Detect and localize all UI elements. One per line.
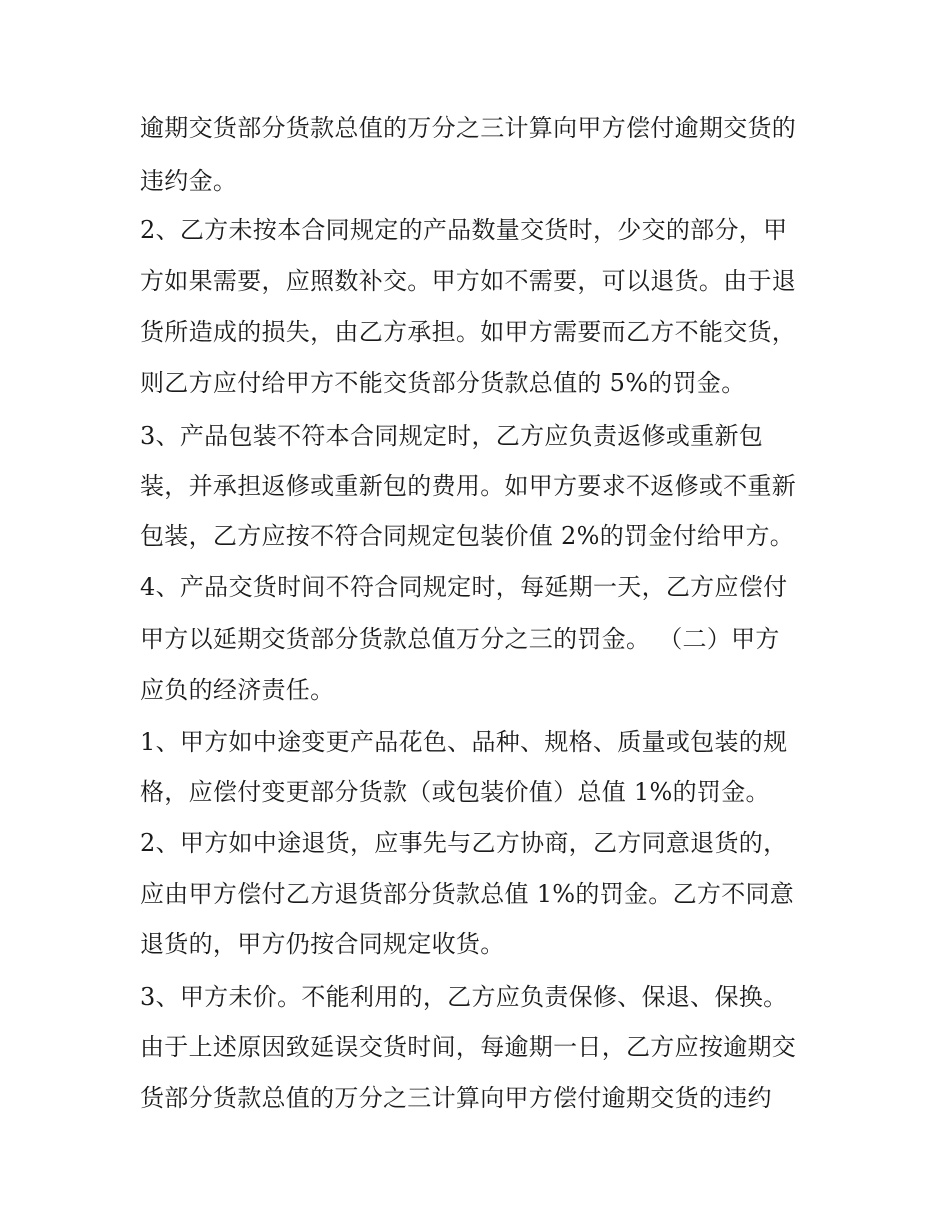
text-line: 应负的经济责任。: [140, 676, 335, 704]
text-line: 3、产品包装不符本合同规定时，乙方应负责返修或重新包: [140, 422, 764, 450]
text-line: 3、甲方未价。不能利用的，乙方应负责保修、保退、保换。: [140, 983, 788, 1011]
text-line: 货部分货款总值的万分之三计算向甲方偿付逾期交货的违约: [140, 1084, 772, 1112]
text-line: 4、产品交货时间不符合同规定时，每延期一天，乙方应偿付: [140, 573, 788, 601]
text-line: 由于上述原因致延误交货时间，每逾期一日，乙方应按逾期交: [140, 1033, 797, 1061]
text-line: 2、乙方未按本合同规定的产品数量交货时，少交的部分，甲: [140, 216, 788, 244]
text-line: 则乙方应付给甲方不能交货部分货款总值的 5%的罚金。: [140, 369, 746, 397]
text-line: 格，应偿付变更部分货款（或包装价值）总值 1%的罚金。: [140, 778, 770, 806]
text-line: 逾期交货部分货款总值的万分之三计算向甲方偿付逾期交货的: [140, 114, 797, 142]
text-line: 装，并承担返修或重新包的费用。如甲方要求不返修或不重新: [140, 472, 797, 500]
text-line: 包装，乙方应按不符合同规定包装价值 2%的罚金付给甲方。: [140, 522, 795, 550]
text-line: 退货的，甲方仍按合同规定收货。: [140, 930, 505, 958]
text-line: 违约金。: [140, 167, 238, 195]
text-line: 2、甲方如中途退货，应事先与乙方协商，乙方同意退货的，: [140, 829, 788, 857]
text-line: 应由甲方偿付乙方退货部分货款总值 1%的罚金。乙方不同意: [140, 880, 795, 908]
text-line: 1、甲方如中途变更产品花色、品种、规格、质量或包装的规: [140, 728, 788, 756]
text-line: 甲方以延期交货部分货款总值万分之三的罚金。 （二）甲方: [140, 625, 780, 653]
text-line: 方如果需要，应照数补交。甲方如不需要，可以退货。由于退: [140, 267, 797, 295]
text-line: 货所造成的损失，由乙方承担。如甲方需要而乙方不能交货，: [140, 318, 797, 346]
